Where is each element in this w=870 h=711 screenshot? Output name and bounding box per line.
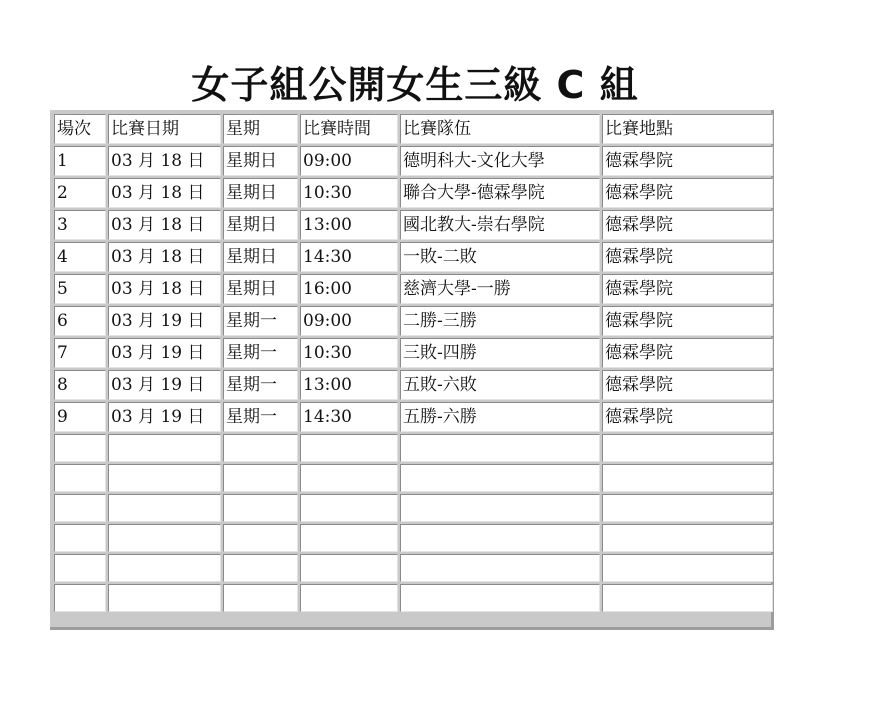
cell-match-number: 3 [54, 210, 106, 240]
cell-match-venue [602, 524, 773, 552]
cell-match-date: 03 月 18 日 [108, 210, 221, 240]
cell-match-date: 03 月 19 日 [108, 338, 221, 368]
cell-match-time [300, 464, 398, 492]
cell-match-teams: 聯合大學-德霖學院 [400, 178, 600, 208]
table-row-empty [54, 464, 773, 492]
cell-match-venue [602, 464, 773, 492]
cell-match-teams [400, 494, 600, 522]
cell-match-number: 1 [54, 146, 106, 176]
page-title: 女子組公開女生三級 C 組 [191, 63, 639, 108]
cell-weekday [223, 524, 298, 552]
cell-match-teams [400, 464, 600, 492]
cell-weekday: 星期日 [223, 210, 298, 240]
cell-match-date [108, 524, 221, 552]
cell-match-date: 03 月 19 日 [108, 306, 221, 336]
cell-weekday [223, 494, 298, 522]
cell-match-venue: 德霖學院 [602, 242, 773, 272]
cell-match-time: 14:30 [300, 242, 398, 272]
schedule-table [52, 112, 775, 614]
cell-match-date [108, 584, 221, 612]
table-row-empty [54, 554, 773, 582]
cell-match-time [300, 554, 398, 582]
table-row [54, 306, 773, 336]
table-row [54, 274, 773, 304]
cell-match-time: 09:00 [300, 146, 398, 176]
cell-match-number: 9 [54, 402, 106, 432]
cell-match-date: 03 月 18 日 [108, 178, 221, 208]
cell-match-number: 4 [54, 242, 106, 272]
table-row-empty [54, 434, 773, 462]
cell-weekday: 星期一 [223, 338, 298, 368]
cell-match-venue: 德霖學院 [602, 306, 773, 336]
table-row [54, 146, 773, 176]
cell-match-venue: 德霖學院 [602, 146, 773, 176]
cell-match-teams [400, 434, 600, 462]
cell-match-teams: 德明科大-文化大學 [400, 146, 600, 176]
cell-match-time [300, 494, 398, 522]
cell-weekday: 星期一 [223, 306, 298, 336]
cell-weekday [223, 434, 298, 462]
cell-match-venue: 德霖學院 [602, 274, 773, 304]
header-match-teams: 比賽隊伍 [400, 114, 600, 144]
cell-match-time [300, 434, 398, 462]
cell-match-number: 7 [54, 338, 106, 368]
cell-weekday [223, 554, 298, 582]
cell-match-date: 03 月 19 日 [108, 402, 221, 432]
table-row [54, 338, 773, 368]
cell-match-teams [400, 584, 600, 612]
table-row [54, 178, 773, 208]
table-row-empty [54, 584, 773, 612]
cell-match-venue [602, 554, 773, 582]
cell-match-venue: 德霖學院 [602, 338, 773, 368]
cell-match-date [108, 434, 221, 462]
table-row [54, 402, 773, 432]
cell-match-venue: 德霖學院 [602, 402, 773, 432]
cell-match-teams: 國北教大-崇右學院 [400, 210, 600, 240]
cell-match-venue: 德霖學院 [602, 210, 773, 240]
cell-weekday [223, 584, 298, 612]
cell-match-number [54, 524, 106, 552]
cell-match-time: 10:30 [300, 178, 398, 208]
cell-match-venue: 德霖學院 [602, 178, 773, 208]
table-row-empty [54, 494, 773, 522]
schedule-table-frame [50, 110, 774, 630]
cell-match-teams [400, 524, 600, 552]
cell-match-teams: 二勝-三勝 [400, 306, 600, 336]
cell-match-number [54, 554, 106, 582]
cell-match-number [54, 494, 106, 522]
cell-match-time: 14:30 [300, 402, 398, 432]
cell-match-time: 13:00 [300, 370, 398, 400]
table-row [54, 370, 773, 400]
cell-match-number [54, 464, 106, 492]
cell-match-number [54, 584, 106, 612]
cell-match-number [54, 434, 106, 462]
cell-match-number: 2 [54, 178, 106, 208]
cell-match-teams: 五敗-六敗 [400, 370, 600, 400]
cell-match-date: 03 月 19 日 [108, 370, 221, 400]
table-row [54, 242, 773, 272]
cell-weekday: 星期一 [223, 402, 298, 432]
cell-match-time: 09:00 [300, 306, 398, 336]
cell-weekday [223, 464, 298, 492]
cell-match-time: 13:00 [300, 210, 398, 240]
cell-match-date [108, 554, 221, 582]
cell-weekday: 星期日 [223, 178, 298, 208]
table-row [54, 210, 773, 240]
cell-match-teams: 三敗-四勝 [400, 338, 600, 368]
cell-match-time: 16:00 [300, 274, 398, 304]
header-match-date: 比賽日期 [108, 114, 221, 144]
cell-match-teams: 一敗-二敗 [400, 242, 600, 272]
cell-match-date: 03 月 18 日 [108, 242, 221, 272]
cell-match-number: 6 [54, 306, 106, 336]
cell-match-number: 8 [54, 370, 106, 400]
header-match-number: 場次 [54, 114, 106, 144]
cell-match-venue: 德霖學院 [602, 370, 773, 400]
cell-match-venue [602, 434, 773, 462]
cell-match-teams: 慈濟大學-一勝 [400, 274, 600, 304]
cell-match-time [300, 584, 398, 612]
cell-weekday: 星期日 [223, 146, 298, 176]
header-match-time: 比賽時間 [300, 114, 398, 144]
table-row-empty [54, 524, 773, 552]
cell-match-date: 03 月 18 日 [108, 146, 221, 176]
cell-match-time [300, 524, 398, 552]
cell-match-date: 03 月 18 日 [108, 274, 221, 304]
cell-weekday: 星期日 [223, 242, 298, 272]
cell-match-date [108, 494, 221, 522]
cell-match-time: 10:30 [300, 338, 398, 368]
cell-match-venue [602, 494, 773, 522]
header-match-venue: 比賽地點 [602, 114, 773, 144]
cell-weekday: 星期一 [223, 370, 298, 400]
table-header-row [54, 114, 773, 144]
cell-match-number: 5 [54, 274, 106, 304]
cell-match-date [108, 464, 221, 492]
cell-match-teams: 五勝-六勝 [400, 402, 600, 432]
header-weekday: 星期 [223, 114, 298, 144]
cell-match-teams [400, 554, 600, 582]
cell-match-venue [602, 584, 773, 612]
cell-weekday: 星期日 [223, 274, 298, 304]
